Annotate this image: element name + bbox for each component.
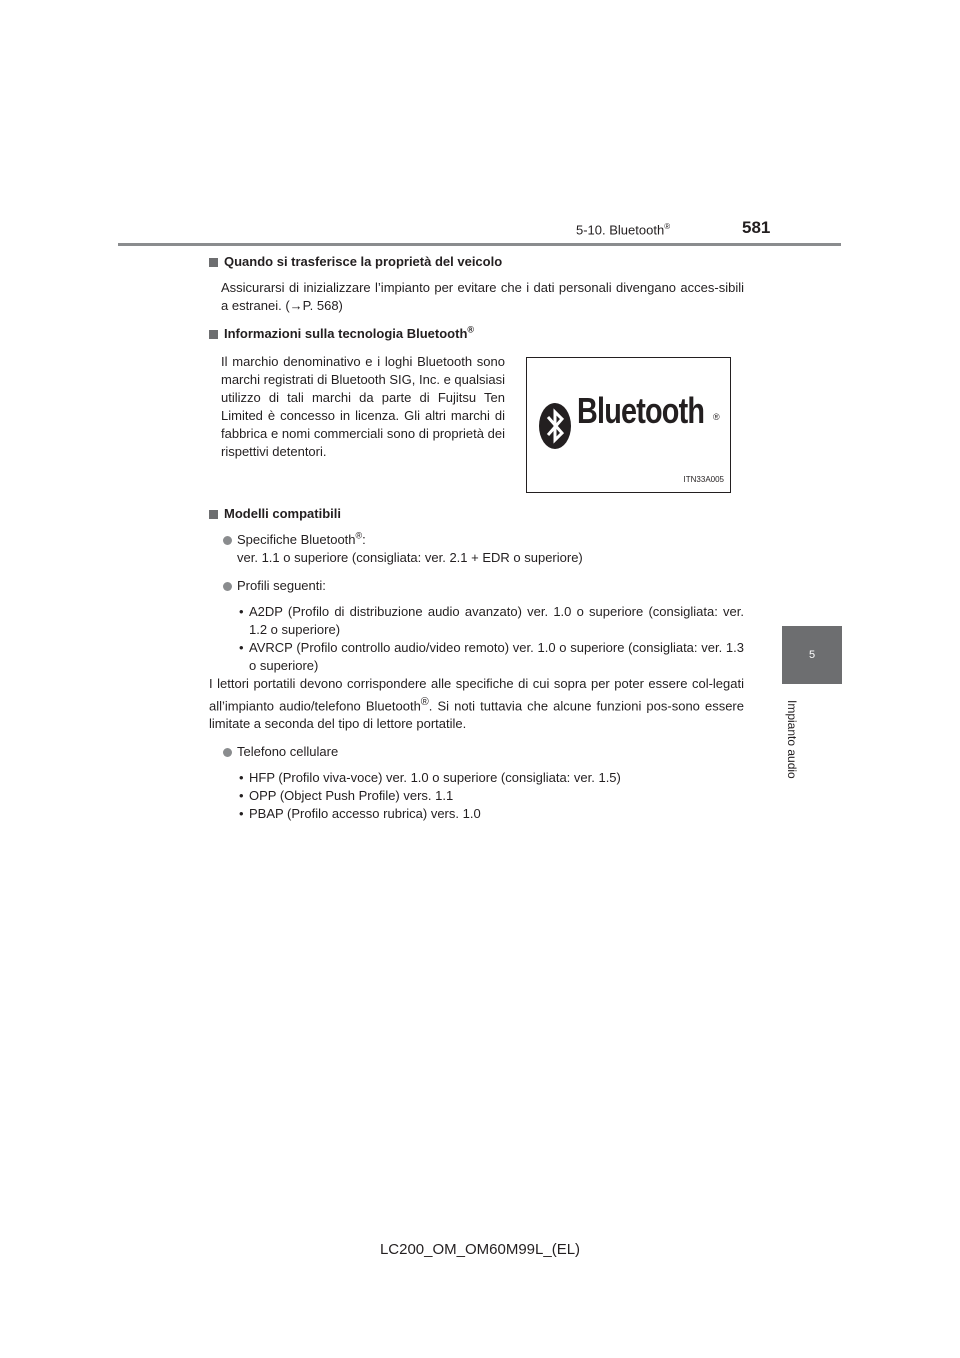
bluetooth-info-row: [209, 353, 744, 497]
profile-a2dp: • A2DP (Profilo di distribuzione audio avanzato) ver. 1.0 o superiore (consigliata: ver. 1.2 o superiore): [239, 604, 744, 637]
chapter-tab: 5: [782, 626, 842, 684]
page-number: 581: [742, 218, 771, 237]
square-bullet-icon: [209, 258, 218, 267]
profile-avrcp: • AVRCP (Profilo controllo audio/video remoto) ver. 1.0 o superiore (consigliata: ver. 1.3 o superiore): [239, 640, 744, 673]
header-divider: [118, 243, 841, 246]
profile-opp: • OPP (Object Push Profile) vers. 1.1: [239, 788, 454, 804]
profile-pbap: • PBAP (Profilo accesso rubrica) vers. 1.0: [239, 806, 481, 822]
players-note: I lettori portatili devono corrispondere alle specifiche di cui sopra per poter essere col-legati all’impianto audio/telefono Bluetooth®. Si noti tuttavia che alcune funzioni pos-sono essere limitate a seconda del tipo di lettore portatile.: [209, 676, 744, 732]
registered-mark: ®: [713, 412, 720, 422]
phone-item: Telefono cellulare: [209, 743, 744, 761]
chapter-label: Impianto audio: [785, 700, 799, 779]
square-bullet-icon: [209, 330, 218, 339]
ownership-text: Assicurarsi di inizializzare l’impianto per evitare che i dati personali divengano acces-sibili a estranei. (→P. 568): [221, 280, 744, 313]
circle-bullet-icon: [223, 748, 232, 757]
page-content: [209, 253, 744, 823]
bluetooth-rune-icon: [539, 403, 571, 449]
spec-item: Specifiche Bluetooth®: ver. 1.1 o superiore (consigliata: ver. 2.1 + EDR o superiore): [209, 531, 744, 567]
circle-bullet-icon: [223, 582, 232, 591]
circle-bullet-icon: [223, 536, 232, 545]
profile-hfp: • HFP (Profilo viva-voce) ver. 1.0 o superiore (consigliata: ver. 1.5): [239, 770, 621, 786]
figure-code: ITN33A005: [683, 475, 724, 484]
heading-ownership: Quando si trasferisce la proprietà del veicolo: [209, 253, 744, 271]
heading-bluetooth-info: Informazioni sulla tecnologia Bluetooth®: [209, 325, 744, 343]
bluetooth-wordmark: Bluetooth: [577, 390, 705, 431]
section-title: 5-10. Bluetooth®: [576, 222, 671, 238]
profiles-item: Profili seguenti:: [209, 577, 744, 595]
heading-models: Modelli compatibili: [209, 505, 744, 523]
bluetooth-logo-figure: [526, 357, 731, 493]
square-bullet-icon: [209, 510, 218, 519]
bluetooth-info-text: Il marchio denominativo e i loghi Bluetooth sono marchi registrati di Bluetooth SIG, Inc. e qualsiasi utilizzo di tali marchi da parte di Fujitsu Ten Limited è concesso in licenza. Gli altri marchi di fabbrica e nomi commerciali sono di proprietà dei rispettivi detentori.: [221, 354, 505, 459]
footer-code: LC200_OM_OM60M99L_(EL): [379, 1241, 581, 1258]
